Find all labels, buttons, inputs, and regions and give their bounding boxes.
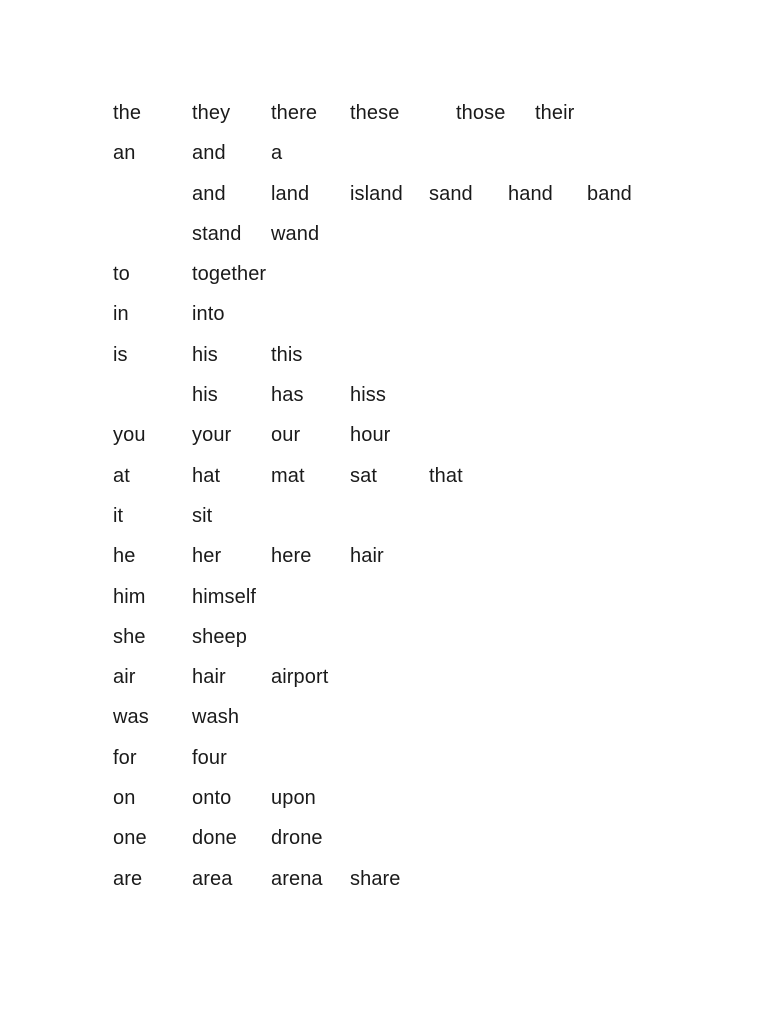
word: together [192,263,267,286]
word: hand [508,182,553,205]
word: to [113,263,130,286]
word-row [113,863,713,903]
word: was [113,706,149,729]
word: their [535,102,575,124]
word: his [192,343,218,366]
word-row [113,419,713,459]
word-row [113,339,713,379]
word: these [350,102,400,124]
word-row [113,581,713,621]
word: they [192,102,231,124]
word: your [192,424,232,447]
word: and [192,182,226,205]
word: him [113,585,146,608]
word-row [113,379,713,419]
word: into [192,303,225,326]
word: share [350,867,401,890]
word: are [113,867,143,890]
word: stand [192,222,242,245]
word: air [113,666,136,689]
word: one [113,827,147,850]
word-row [113,460,713,500]
word-row [113,258,713,298]
word: at [113,464,130,487]
word: and [192,142,226,165]
word: wash [192,706,240,729]
word: you [113,424,146,447]
word: his [192,384,218,407]
word: she [113,625,146,648]
word: arena [271,867,323,890]
word: wand [271,222,320,245]
word-row [113,178,713,218]
word: an [113,142,136,165]
word: there [271,102,318,124]
word-row [113,500,713,540]
word-row [113,782,713,822]
word: the [113,102,142,124]
word: is [113,343,128,366]
word: hat [192,464,221,487]
word: this [271,343,303,366]
word-row [113,540,713,580]
word: has [271,384,304,407]
word: band [587,182,632,205]
word: here [271,545,312,568]
word: island [350,182,403,205]
word: hour [350,424,391,447]
word: sand [429,182,473,205]
word: in [113,303,129,326]
word: mat [271,464,305,487]
word-row [113,621,713,661]
word: hair [192,666,226,689]
word: drone [271,827,323,850]
word-row [113,97,713,137]
word: hiss [350,384,386,407]
word-row [113,661,713,701]
word: sheep [192,625,247,648]
word: sat [350,464,377,487]
word: for [113,746,137,769]
word: her [192,545,222,568]
word: airport [271,666,329,689]
word: onto [192,787,232,810]
word: it [113,504,124,527]
word-row [113,137,713,177]
word: a [271,142,283,165]
word: our [271,424,301,447]
word-row [113,822,713,862]
word-row [113,218,713,258]
word: area [192,867,233,890]
word: that [429,464,463,487]
word: he [113,545,136,568]
word: those [456,102,506,124]
word: upon [271,787,316,810]
word-row [113,701,713,741]
word: land [271,182,310,205]
word-row [113,742,713,782]
word-row [113,298,713,338]
word: four [192,746,227,769]
word: sit [192,504,213,527]
word-list [113,97,713,903]
word: himself [192,585,257,608]
word: done [192,827,237,850]
word: on [113,787,136,810]
word: hair [350,545,384,568]
